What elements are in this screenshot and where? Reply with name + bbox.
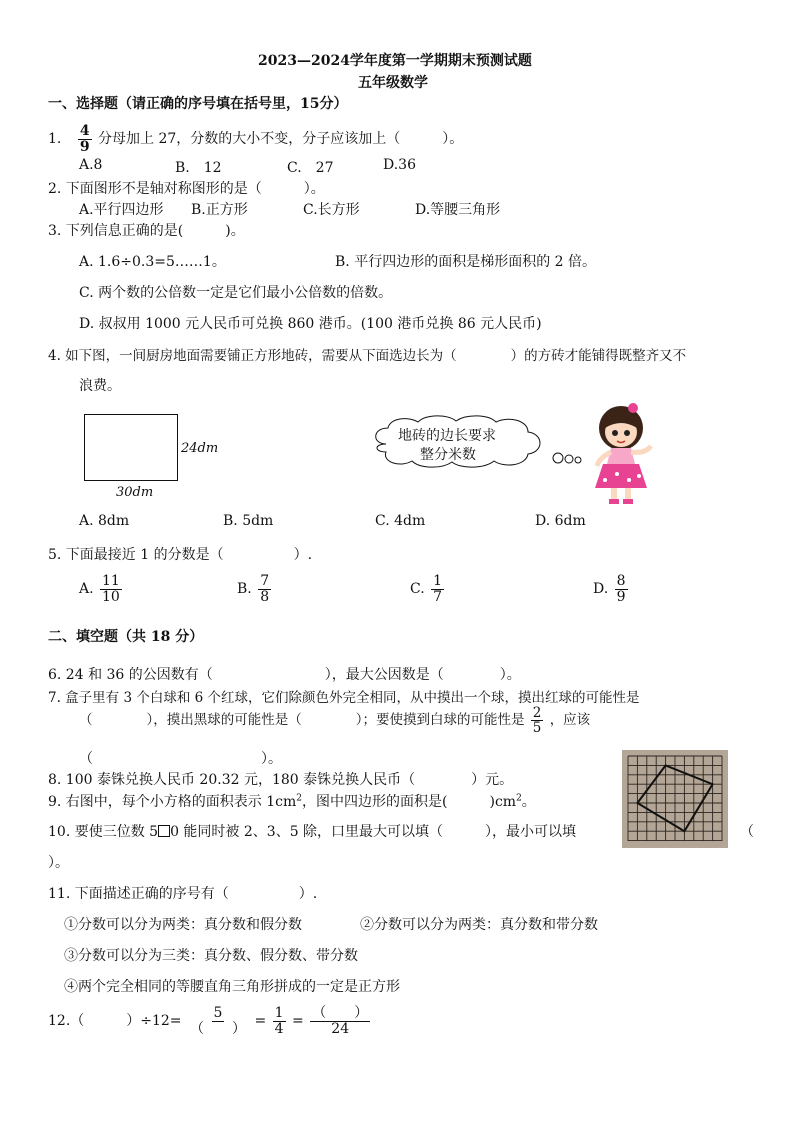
q3-option-d: D. 叔叔用 1000 元人民币可兑换 860 港币。(100 港币兑换 86 元人民币) xyxy=(79,316,542,332)
q9-post: 。 xyxy=(521,794,536,810)
q9-mid: ，图中四边形的面积是( )cm xyxy=(302,794,517,810)
kitchen-floor-rectangle xyxy=(84,414,178,481)
q11-text: 11. 下面描述正确的序号有（ ）. xyxy=(48,886,318,902)
q5-option-a xyxy=(79,574,124,604)
q5-b-label: B. xyxy=(237,581,252,598)
q7-frac-num: 2 xyxy=(532,705,542,721)
bubble-text-2: 整分米数 xyxy=(420,447,476,463)
q9-text xyxy=(48,791,536,811)
q5-b-num: 7 xyxy=(260,573,270,589)
q9-sup1: 2 xyxy=(296,793,303,804)
q2-text: 2. 下面图形不是轴对称图形的是（ ）。 xyxy=(48,181,325,197)
blank-box-icon xyxy=(158,825,170,837)
q12-fraction-2 xyxy=(273,1006,286,1036)
q4-option-c: C. 4dm xyxy=(375,513,426,529)
q3-option-b: B. 平行四边形的面积是梯形面积的 2 倍。 xyxy=(335,254,596,270)
section2-heading: 二、填空题（共 18 分） xyxy=(48,629,204,645)
cartoon-girl-icon xyxy=(585,400,661,508)
q5-text: 5. 下面最接近 1 的分数是（ ）. xyxy=(48,547,313,563)
q1-option-c: C. 27 xyxy=(287,160,334,176)
q5-a-fraction xyxy=(100,574,122,604)
q7-line2-post: ，应该 xyxy=(549,712,591,729)
q1-option-b: B. 12 xyxy=(175,160,222,176)
q4-line2: 浪费。 xyxy=(79,378,121,394)
q3-option-c: C. 两个数的公倍数一定是它们最小公倍数的倍数。 xyxy=(79,285,393,301)
q12-eq2: = xyxy=(292,1013,304,1030)
q5-d-den: 9 xyxy=(616,588,626,605)
q4-option-d: D. 6dm xyxy=(535,513,586,529)
bubble-text-1: 地砖的边长要求 xyxy=(398,428,496,444)
q5-c-den: 7 xyxy=(433,588,443,605)
q3-text: 3. 下列信息正确的是( )。 xyxy=(48,223,245,239)
q12-f3-den: 24 xyxy=(331,1020,350,1037)
rect-side-label: 24dm xyxy=(181,441,219,456)
q8-text: 8. 100 泰铢兑换人民币 20.32 元，180 泰铢兑换人民币（ ）元。 xyxy=(48,772,514,788)
rect-bottom-label: 30dm xyxy=(116,485,154,500)
q2-option-a: A.平行四边形 xyxy=(79,202,164,218)
grid-svg xyxy=(622,750,728,848)
q1-fraction xyxy=(78,124,92,154)
q7-line1: 7. 盒子里有 3 个白球和 6 个红球，它们除颜色外完全相同，从中摸出一个球，摸出红球的可能性是 xyxy=(48,690,640,706)
page-title: 2023—2024学年度第一学期期末预测试题 xyxy=(258,53,532,69)
grid-quadrilateral-figure xyxy=(622,750,728,848)
q12-fraction-3 xyxy=(310,1006,370,1036)
q9-pre: 9. 右图中，每个小方格的面积表示 1cm xyxy=(48,794,297,810)
q5-d-num: 8 xyxy=(616,573,626,589)
section1-heading: 一、选择题（请正确的序号填在括号里，15分） xyxy=(48,96,348,112)
q5-c-fraction xyxy=(431,574,444,604)
q5-b-den: 8 xyxy=(260,588,270,605)
q1-option-a: A.8 xyxy=(79,157,103,173)
q1-number: 1. xyxy=(48,131,62,148)
q7-line2-pre: （ ），摸出黑球的可能性是（ ）；要使摸到白球的可能性是 xyxy=(79,712,525,729)
q11-option-1: ①分数可以分为两类：真分数和假分数 xyxy=(64,917,302,933)
q2-option-b: B.正方形 xyxy=(191,202,248,218)
q12-pre: 12.（ ）÷12= xyxy=(48,1013,182,1030)
q1-frac-den: 9 xyxy=(79,138,90,155)
q11-option-2: ②分数可以分为两类：真分数和带分数 xyxy=(360,917,598,933)
q1-text: 分母加上 27，分数的大小不变，分子应该加上（ ）。 xyxy=(98,131,464,148)
q10-pre: 10. 要使三位数 5 xyxy=(48,824,159,840)
q9-sup2: 2 xyxy=(516,793,522,804)
q1-frac-num: 4 xyxy=(79,123,90,139)
q7-line2 xyxy=(79,706,590,735)
q11-option-4: ④两个完全相同的等腰直角三角形拼成的一定是正方形 xyxy=(64,979,400,995)
q10-text xyxy=(48,821,576,841)
q6-text: 6. 24 和 36 的公因数有（ ），最大公因数是（ ）。 xyxy=(48,667,521,683)
q5-d-label: D. xyxy=(593,581,609,598)
q12-f3-num: （ ） xyxy=(312,1005,369,1021)
q12-f2-den: 4 xyxy=(274,1020,284,1037)
q12-f1-num: 5 xyxy=(213,1005,223,1021)
q12-line xyxy=(48,1006,372,1036)
q10-post: 0 能同时被 2、3、5 除，口里最大可以填（ ），最小可以填 xyxy=(170,824,577,840)
page-subtitle: 五年级数学 xyxy=(358,75,428,91)
q4-line1: 4. 如下图，一间厨房地面需要铺正方形地砖，需要从下面选边长为（ ）的方砖才能铺得既整齐又不 xyxy=(48,348,687,364)
q12-f1-den: （ ） xyxy=(190,1020,246,1037)
q2-option-c: C.长方形 xyxy=(303,202,360,218)
q5-a-label: A. xyxy=(79,581,94,598)
q12-f2-num: 1 xyxy=(274,1005,284,1021)
q5-a-den: 10 xyxy=(102,588,120,605)
q4-option-b: B. 5dm xyxy=(223,513,274,529)
q10-line2: ）。 xyxy=(48,855,69,871)
q2-option-d: D.等腰三角形 xyxy=(415,202,501,218)
q5-option-b xyxy=(237,574,273,604)
q5-c-label: C. xyxy=(410,581,425,598)
q5-b-fraction xyxy=(258,574,271,604)
q3-option-a: A. 1.6÷0.3=5……1。 xyxy=(79,254,226,270)
q10-paren: （ xyxy=(740,824,754,840)
q7-frac-den: 5 xyxy=(532,720,542,737)
q5-option-d xyxy=(593,574,630,604)
q11-option-3: ③分数可以分为三类：真分数、假分数、带分数 xyxy=(64,948,358,964)
q5-option-c xyxy=(410,574,446,604)
q1-line xyxy=(48,124,463,154)
q1-option-d: D.36 xyxy=(383,157,416,173)
q12-eq1: = xyxy=(254,1013,267,1030)
q5-a-num: 11 xyxy=(102,573,120,589)
q5-d-fraction xyxy=(615,574,628,604)
q7-fraction xyxy=(531,706,544,735)
q7-line3: （ ）。 xyxy=(79,751,282,767)
q12-fraction-1 xyxy=(188,1006,248,1036)
thought-dots xyxy=(552,448,586,468)
q4-option-a: A. 8dm xyxy=(79,513,130,529)
q5-c-num: 1 xyxy=(433,573,443,589)
